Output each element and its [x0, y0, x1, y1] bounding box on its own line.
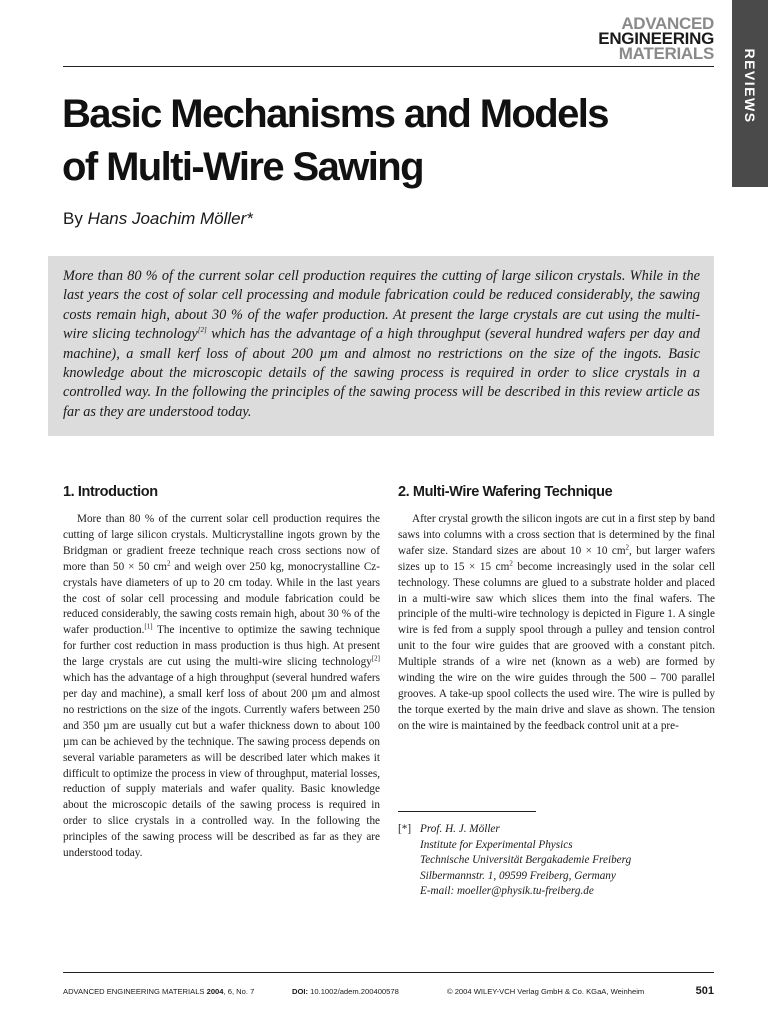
- footer-volume-issue: , 6, No. 7: [223, 987, 255, 996]
- left-column: [63, 482, 380, 862]
- footnote-line-institute: Institute for Experimental Physics: [420, 838, 573, 851]
- intro-text-3: The incentive to optimize the sawing technique for further cost reduction in mass production is thus high. At present the large crystals are cut using the multi-wire slicing technology: [63, 624, 381, 669]
- mw-text-3: become increasingly used in the solar cell technology. These columns are glued to a substrate holder and placed in a multi-wire saw which slices them into the final wafers. The principle of the multi-wire technology is depicted in Figure 1. A single wire is fed from a supply spool through a pulley and tension control unit to the four wire guides that are grooved with a constant pitch. Multiple strands of a wire net (known as a web) are formed by winding the wire on the wire guides through the 500 – 700 parallel grooves. A take-up spool collects the used wire. The wire is pulled by the torque exerted by the main drive and slave as shown. The tension on the wire is maintained by the feedback control unit at a pre-: [398, 560, 715, 732]
- journal-logo-line2: ENGINEERING: [598, 29, 714, 48]
- section-tab-label: REVIEWS: [742, 48, 758, 124]
- footnote-lines: [420, 822, 718, 900]
- right-column: [398, 482, 715, 735]
- intro-ref-1: [1]: [144, 622, 153, 631]
- byline: [63, 209, 253, 229]
- abstract-text: [63, 267, 700, 422]
- mw-sup-2: 2: [509, 558, 513, 567]
- article-title-line1: Basic Mechanisms and Models: [62, 92, 608, 136]
- article-title: [62, 88, 702, 194]
- abstract-box: [48, 256, 714, 436]
- author-footnote: [398, 822, 718, 900]
- intro-text-1: More than 80 % of the current solar cell production requires the cutting of large silicon crystals. Multicrystalline ingots grown by the Bridgman or gradient freeze technique reach cross sections now of more than 50 × 50 cm: [63, 513, 380, 573]
- byline-prefix: By: [63, 209, 88, 228]
- section-heading-multiwire: 2. Multi-Wire Wafering Technique: [398, 484, 613, 500]
- footer-year: 2004: [206, 987, 224, 996]
- article-title-line2: of Multi-Wire Sawing: [62, 145, 423, 189]
- footnote-divider: [398, 811, 536, 812]
- section-tab: [732, 0, 768, 187]
- footer-doi-label: DOI:: [292, 987, 309, 996]
- mw-text-2: , but larger wafers sizes up to 15 × 15 cm: [398, 544, 716, 573]
- multiwire-paragraph: [398, 512, 715, 735]
- abstract-text-part1: More than 80 % of the current solar cell production requires the cutting of large silicon crystals. While in the last years the cost of solar cell processing and module fabrication could be reduced considerably, the sawing costs remain high, about 30 % of the wafer production. At present the large crystals are cut using the multi-wire slicing technology: [63, 268, 700, 343]
- intro-text-2: and weigh over 250 kg, monocrystalline Cz-crystals have diameters of up to 20 cm today. While in the last years the cost of solar cell processing and module fabrication could be reduced considerably, the sawing costs remain high, about 30 % of the wafer production.: [63, 560, 380, 637]
- mw-sup-1: 2: [625, 543, 630, 552]
- abstract-ref: [2]: [197, 326, 207, 335]
- footer-journal-name: ADVANCED ENGINEERING MATERIALS: [63, 987, 207, 996]
- footnote-line-name: Prof. H. J. Möller: [420, 823, 500, 835]
- author-name: Hans Joachim Möller*: [87, 209, 253, 228]
- journal-logo: [560, 16, 714, 61]
- page-footer: [63, 985, 714, 999]
- footnote-line-university: Technische Universität Bergakademie Freiberg: [420, 854, 632, 867]
- introduction-paragraph: [63, 512, 380, 862]
- footer-doi: [292, 987, 399, 996]
- footnote-line-address: Silbermannstr. 1, 09599 Freiberg, Germany: [420, 869, 616, 882]
- footer-copyright: © 2004 WILEY-VCH Verlag GmbH & Co. KGaA, Weinheim: [447, 987, 645, 996]
- abstract-text-part2: which has the advantage of a high throughput (several hundred wafers per day and machine), a small kerf loss of about 200 µm and almost no restrictions on the size of the ingots. Basic knowledge about the microscopic details of the sawing process is required in order to slice crystals in a controlled way. In the following the principles of the sawing process will be described in this review article as far as they are understood today.: [63, 326, 700, 420]
- footer-journal: [63, 987, 254, 996]
- section-heading-introduction: 1. Introduction: [63, 484, 158, 500]
- page-number: 501: [695, 985, 714, 997]
- footnote-line-email: E-mail: moeller@physik.tu-freiberg.de: [420, 885, 594, 898]
- header-divider: [63, 66, 714, 67]
- mw-text-1: After crystal growth the silicon ingots are cut in a first step by band saws into columns with a cross section that is determined by the final wafer size. Standard sizes are about 10 × 10 cm: [398, 513, 715, 557]
- footer-doi-value: 10.1002/adem.200400578: [308, 987, 399, 996]
- intro-ref-2: [2]: [371, 654, 380, 663]
- footnote-mark: [*]: [398, 823, 412, 835]
- intro-text-4: which has the advantage of a high throughput (several hundred wafers per day and machine), a small kerf loss of about 200 µm and almost no restrictions on the size of the ingots. Currently wafers between 250 and 350 µm are usually cut but a wafer thickness down to about 100 µm can be achieved by the technique. The sawing process depends on several variable parameters as will be described later which makes it difficult to optimize the process in view of throughput, material losses, reduction of supply materials and wafer quality. Basic knowledge about the microscopic details of the sawing process is required in order to slice crystals in a controlled way. In the following the principles of the sawing process will be described as far as they are understood today.: [63, 672, 380, 860]
- journal-logo-line3: MATERIALS: [618, 44, 714, 63]
- intro-sup-1: 2: [166, 558, 171, 567]
- journal-logo-line1: ADVANCED: [621, 14, 714, 33]
- footer-divider: [63, 972, 714, 973]
